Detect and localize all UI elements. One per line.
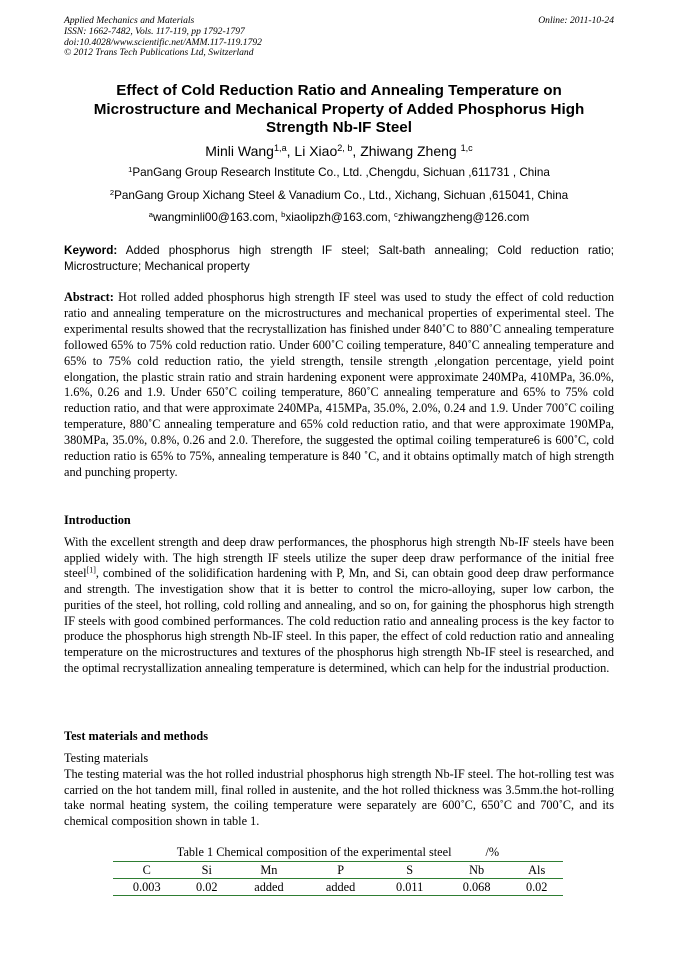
journal-name: Applied Mechanics and Materials <box>64 15 195 26</box>
author-affiliation-mark: 1,c <box>460 143 473 153</box>
table-header-cell: C <box>113 862 181 879</box>
table-unit: /% <box>485 845 500 859</box>
introduction-heading: Introduction <box>64 513 131 527</box>
keyword-label: Keyword: <box>64 244 118 257</box>
table-cell: 0.068 <box>443 879 511 896</box>
author-name: Minli Wang <box>205 143 274 159</box>
issn-line: ISSN: 1662-7482, Vols. 117-119, pp 1792-1797 <box>64 25 245 37</box>
introduction-text: With the excellent strength and deep draw performances, the phosphorus high strength Nb-IF steels have been applied widely with. The high strength IF steels utilize the super deep draw performance of the initial free steel <box>64 535 614 581</box>
table-header-cell: P <box>305 862 377 879</box>
affiliation-mark: 1 <box>128 164 133 174</box>
table-caption <box>113 845 563 860</box>
table-cell: added <box>305 879 377 896</box>
affiliation-text: PanGang Group Research Institute Co., Ltd. ,Chengdu, Sichuan ,611731 , China <box>132 166 550 179</box>
introduction-text: , combined of the solidification hardening with P, Mn, and Si, can obtain good deep draw performance and strength. The investigation show that it is better to control the micro-alloying, super low carbon, the purities of the steel, hot rolling, cold rolling and annealing, and so on, for gaining the phosphorus high strength IF steels with good combined performances. The cold reduction ratio and annealing process is the key factor to produce the phosphorus high strength Nb-IF steel. In this paper, the effect of cold reduction ratio and annealing temperature on the microstructures and textures of the phosphorus high strength Nb-IF steel is researched, and the optimal recrystallization annealing temperature is determined, which can help for the industrial production. <box>64 566 614 675</box>
running-header <box>64 16 262 59</box>
abstract <box>64 290 614 481</box>
online-date: Online: 2011-10-24 <box>538 15 614 26</box>
affiliation-1 <box>64 166 614 180</box>
keywords <box>64 243 614 274</box>
doi-line: doi:10.4028/www.scientific.net/AMM.117-119.1792 <box>64 36 262 48</box>
author-affiliation-mark: 1,a <box>273 143 287 153</box>
table-header-cell: Nb <box>443 862 511 879</box>
keyword-text: Added phosphorus high strength IF steel; Salt-bath annealing; Cold reduction ratio; Microstructure; Mechanical property <box>64 244 614 273</box>
affiliation-mark: 2 <box>109 187 115 197</box>
author-affiliation-mark: 2, b <box>337 143 353 153</box>
paper-title: Effect of Cold Reduction Ratio and Annealing Temperature on Microstructure and Mechanical Property of Added Phosphorus High Strength Nb-IF Steel <box>93 82 585 136</box>
abstract-text: Hot rolled added phosphorus high strength IF steel was used to study the effect of cold reduction ratio and annealing temperature on the microstructures and mechanical properties of experimental steel. The experimental results showed that the recrystallization has finished under 840˚C to 880˚C annealing temperature followed 65% to 75% cold reduction ratio. Under 600˚C coiling temperature, 840˚C annealing temperature and 65% to 75% cold reduction ratio, the yield strength, tensile strength ,elongation percentage, yield point elongation, the plastic strain ratio and strain hardening exponent were approximate 240MPa, 410MPa, 36.0%, 1.6%, 0.26 and 1.9. Under 650˚C coiling temperature, 860˚C annealing temperature and 65% to 75% cold reduction ratio, and that were approximate 240MPa, 415MPa, 35.0%, 2.0%, 0.24 and 1.9. Under 700˚C coiling temperature, 880˚C annealing temperature and 65% cold reduction ratio, and that were approximate 190MPa, 380MPa, 35.0%, 0.8%, 0.26 and 2.0. Therefore, the suggested the optimal coiling temperature6 is 600˚C, cold reduction ratio is 65% to 75%, annealing temperature is 840 ˚C, and it obtains optimally match of high strength and punching property. <box>64 290 614 479</box>
author-list: Minli Wang$^{1,a}$, Li Xiao$^{2, b}$, Zhiwang Zheng $^{1,c}$ <box>205 143 473 159</box>
table-cell: 0.011 <box>376 879 442 896</box>
table-cell: 0.02 <box>510 879 563 896</box>
table-caption-text: Table 1 Chemical composition of the experimental steel <box>176 845 452 859</box>
table-cell: added <box>233 879 305 896</box>
author-name: Zhiwang Zheng <box>360 143 461 159</box>
email-mark: a <box>148 209 153 219</box>
email-link[interactable]: xiaolipzh@163.com, <box>285 211 395 224</box>
table-cell: 0.02 <box>181 879 234 896</box>
introduction-body <box>64 535 614 676</box>
table-header-cell: Mn <box>233 862 305 879</box>
email-link[interactable]: wangminli00@163.com, <box>152 211 282 224</box>
methods-body: The testing material was the hot rolled industrial phosphorus high strength Nb-IF steel. The hot-rolling test was carried on the hot tandem mill, final rolled in austenite, and the hot rolled thickness was 3.5mm.the hot-rolling take normal heating system, the coiling temperature were separately are 600˚C, 650˚C and 700˚C, and its chemical composition shown in table 1. <box>64 767 614 829</box>
composition-table <box>113 861 563 896</box>
author-name: Li Xiao <box>294 143 338 159</box>
email-mark: c <box>394 209 398 219</box>
email-link[interactable]: zhiwangzheng@126.com <box>397 211 530 224</box>
affiliation-2 <box>64 189 614 203</box>
citation-link[interactable]: [1] <box>86 566 96 576</box>
abstract-label: Abstract: <box>64 290 114 304</box>
table-header-cell: S <box>376 862 442 879</box>
affiliation-text: PanGang Group Xichang Steel & Vanadium Co., Ltd., Xichang, Sichuan ,615041, China <box>114 189 569 202</box>
email-list <box>64 211 614 225</box>
table-header-cell: Als <box>510 862 563 879</box>
copyright-line: © 2012 Trans Tech Publications Ltd, Switzerland <box>64 47 254 59</box>
table-row <box>113 879 563 896</box>
email-mark: b <box>281 209 286 219</box>
table-header-row <box>113 862 563 879</box>
methods-heading: Test materials and methods <box>64 729 209 743</box>
table-header-cell: Si <box>181 862 234 879</box>
table-cell: 0.003 <box>113 879 181 896</box>
methods-subheading: Testing materials <box>64 751 149 765</box>
